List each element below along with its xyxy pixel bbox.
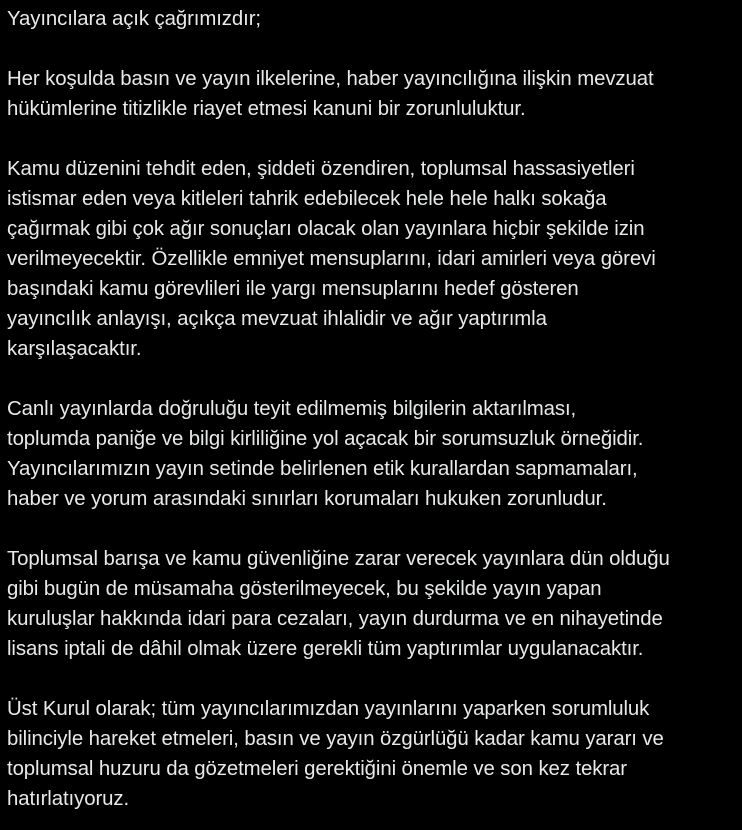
text-line: Canlı yayınlarda doğruluğu teyit edilmemiş bilgilerin aktarılması, bbox=[7, 398, 577, 420]
text-line: hükümlerine titizlikle riayet etmesi kanuni bir zorunluluktur. bbox=[7, 98, 526, 120]
text-line: lisans iptali de dâhil olmak üzere gerekli tüm yaptırımlar uygulanacaktır. bbox=[7, 638, 644, 660]
paragraph-public-order bbox=[7, 154, 737, 364]
post-text bbox=[7, 4, 737, 814]
paragraph-spacer bbox=[7, 364, 737, 394]
paragraph-spacer bbox=[7, 514, 737, 544]
text-line: karşılaşacaktır. bbox=[7, 338, 142, 360]
text-line: bilinciyle hareket etmeleri, basın ve yayın özgürlüğü kadar kamu yararı ve bbox=[7, 728, 664, 750]
paragraph-legal-obligation bbox=[7, 64, 737, 124]
paragraph-spacer bbox=[7, 664, 737, 694]
text-line: Kamu düzenini tehdit eden, şiddeti özendiren, toplumsal hassasiyetleri bbox=[7, 158, 635, 180]
text-line: Yayıncılarımızın yayın setinde belirlenen etik kurallardan sapmamaları, bbox=[7, 458, 638, 480]
text-line: verilmeyecektir. Özellikle emniyet mensuplarını, idari amirleri veya görevi bbox=[7, 248, 656, 270]
text-line: gibi bugün de müsamaha gösterilmeyecek, bu şekilde yayın yapan bbox=[7, 578, 602, 600]
text-line: Toplumsal barışa ve kamu güvenliğine zarar verecek yayınlara dün olduğu bbox=[7, 548, 670, 570]
text-line: istismar eden veya kitleleri tahrik edebilecek hele hele halkı sokağa bbox=[7, 188, 607, 210]
paragraph-final-reminder bbox=[7, 694, 737, 814]
paragraph-spacer bbox=[7, 34, 737, 64]
text-line: haber ve yorum arasındaki sınırları korumaları hukuken zorunludur. bbox=[7, 488, 607, 510]
paragraph-live-broadcasts bbox=[7, 394, 737, 514]
text-line: Üst Kurul olarak; tüm yayıncılarımızdan yayınlarını yaparken sorumluluk bbox=[7, 698, 650, 720]
text-line: Her koşulda basın ve yayın ilkelerine, haber yayıncılığına ilişkin mevzuat bbox=[7, 68, 654, 90]
text-line: çağırmak gibi çok ağır sonuçları olacak olan yayınlara hiçbir şekilde izin bbox=[7, 218, 645, 240]
text-line: toplumda paniğe ve bilgi kirliliğine yol açacak bir sorumsuzluk örneğidir. bbox=[7, 428, 644, 450]
text-line: hatırlatıyoruz. bbox=[7, 788, 130, 810]
text-line: yayıncılık anlayışı, açıkça mevzuat ihlalidir ve ağır yaptırımla bbox=[7, 308, 547, 330]
paragraph-call-to-broadcasters bbox=[7, 4, 737, 34]
text-line: toplumsal huzuru da gözetmeleri gerektiğini önemle ve son kez tekrar bbox=[7, 758, 627, 780]
text-line: başındaki kamu görevlileri ile yargı mensuplarını hedef gösteren bbox=[7, 278, 579, 300]
text-line: kuruluşlar hakkında idari para cezaları, yayın durdurma ve en nihayetinde bbox=[7, 608, 663, 630]
paragraph-sanctions bbox=[7, 544, 737, 664]
text-line: Yayıncılara açık çağrımızdır; bbox=[7, 8, 261, 30]
paragraph-spacer bbox=[7, 124, 737, 154]
